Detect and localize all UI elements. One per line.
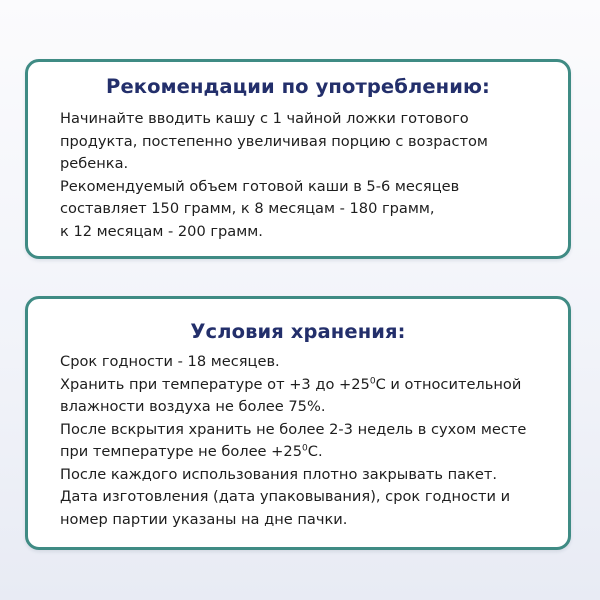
shelf-life-line: Срок годности - 18 месяцев. — [60, 353, 280, 370]
usage-recommendations-card — [25, 59, 571, 259]
usage-recommendations-title: Рекомендации по употреблению: — [106, 75, 490, 98]
humidity-line: влажности воздуха не более 75%. — [60, 398, 326, 415]
usage-text-line: к 12 месяцам - 200 грамм. — [60, 222, 263, 240]
close-package-line: После каждого использования плотно закрывать пакет. — [60, 465, 498, 483]
storage-conditions-title: Условия хранения: — [190, 320, 406, 343]
after-opening-line: После вскрытия хранить не более 2-3 недель в сухом месте — [60, 420, 527, 438]
batch-number-line: номер партии указаны на дне пачки. — [60, 510, 348, 528]
usage-recommendations-text — [60, 108, 554, 243]
storage-conditions-card — [25, 296, 571, 550]
after-opening-temperature-line — [60, 441, 554, 464]
usage-text-line: продукта, постепенно увеличивая порцию с возрастом — [60, 132, 488, 150]
storage-temperature-text: Хранить при температуре от +3 до +25 — [60, 375, 370, 393]
usage-text-line: составляет 150 грамм, к 8 месяцам - 180 грамм, — [60, 200, 435, 217]
degree-sign: 0 — [369, 376, 376, 387]
storage-temperature-line — [60, 374, 554, 397]
usage-text-line: Рекомендуемый объем готовой каши в 5-6 месяцев — [60, 177, 460, 195]
after-opening-temperature-text-end: С. — [307, 443, 323, 460]
degree-sign: 0 — [301, 443, 308, 454]
storage-temperature-text-end: С и относительной — [375, 375, 522, 393]
after-opening-temperature-text: при температуре не более +25 — [60, 443, 302, 460]
storage-conditions-text — [60, 351, 554, 531]
usage-text-line: Начинайте вводить кашу с 1 чайной ложки готового — [60, 110, 469, 127]
usage-text-line: ребенка. — [60, 155, 129, 172]
manufacture-date-line: Дата изготовления (дата упаковывания), срок годности и — [60, 488, 511, 505]
